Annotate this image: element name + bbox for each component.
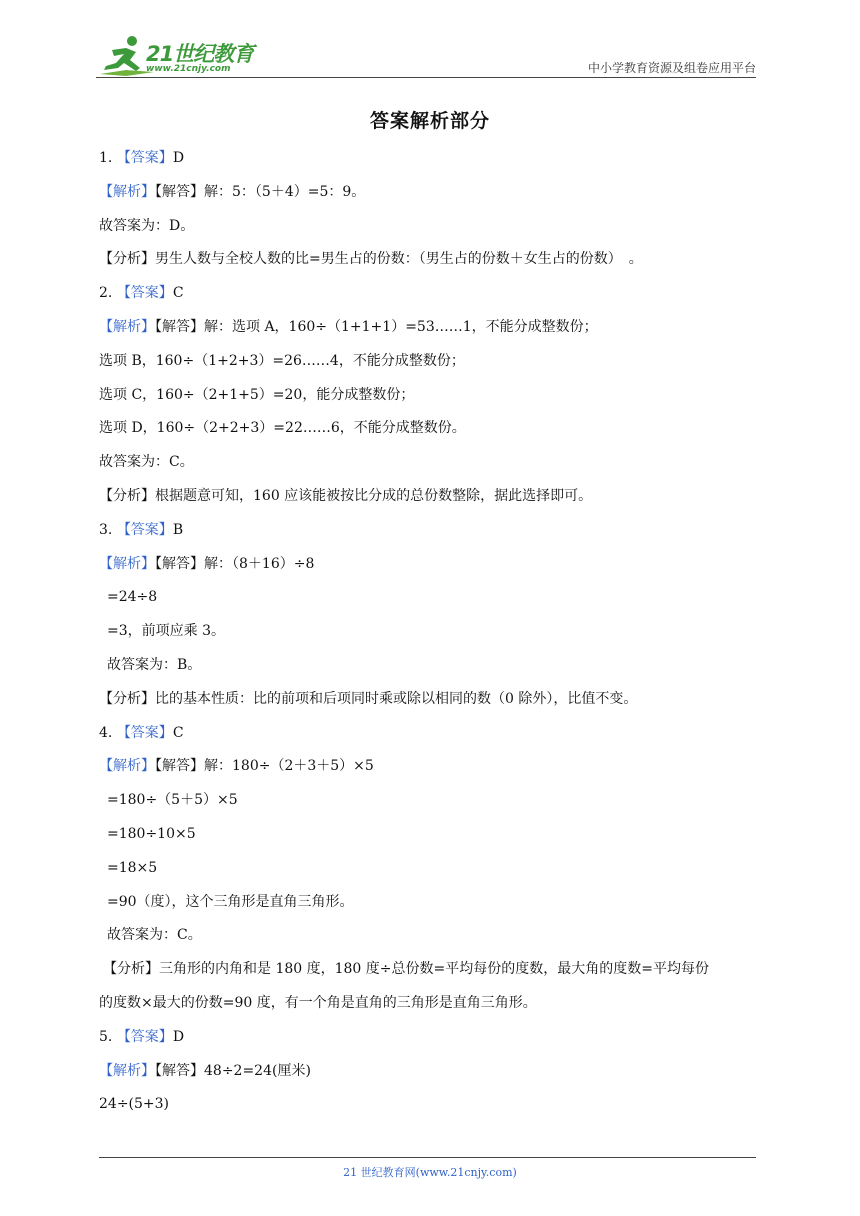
line-text: =180÷10×5 <box>107 825 196 842</box>
line-text: 的度数×最大的份数=90 度，有一个角是直角的三角形是直角三角形。 <box>99 994 537 1011</box>
answer-header-3 <box>99 520 759 554</box>
answer-value: D <box>172 150 185 166</box>
line-text: 故答案为：B。 <box>107 656 202 673</box>
line-text: 故答案为：C。 <box>107 927 202 944</box>
explanation-line <box>99 858 759 892</box>
analysis-tag: 【解析】 <box>99 183 155 200</box>
answer-header-2 <box>99 283 759 317</box>
logo-brand-text: 21世纪教育 <box>146 42 254 66</box>
answer-tag: 【答案】 <box>116 285 173 302</box>
line-text: 故答案为：D。 <box>99 217 195 234</box>
answer-tag: 【答案】 <box>116 724 173 741</box>
explanation-line <box>99 1094 759 1128</box>
analysis-tag: 【解析】 <box>99 555 155 572</box>
logo-url-text: www.21cnjy.com <box>146 64 231 74</box>
explanation-line <box>99 925 759 959</box>
answer-tag: 【答案】 <box>116 1028 173 1045</box>
analysis-tag: 【解析】 <box>99 758 155 775</box>
header-platform-text: 中小学教育资源及组卷应用平台 <box>587 61 756 75</box>
line-text: 【解答】解：5：（5＋4）=5：9。 <box>155 183 366 200</box>
explanation-line <box>99 351 759 385</box>
explanation-line <box>99 892 759 926</box>
explanation-line <box>99 587 759 621</box>
line-text: 选项 B，160÷（1+2+3）=26……4，不能分成整数份； <box>99 352 465 369</box>
explanation-line <box>99 249 759 283</box>
answer-value: B <box>172 521 184 538</box>
explanation-line <box>99 993 759 1027</box>
explanation-line <box>99 182 759 216</box>
answer-tag: 【答案】 <box>116 521 173 538</box>
line-text: 【分析】根据题意可知，160 应该能被按比分成的总份数整除，据此选择即可。 <box>99 487 593 504</box>
question-number: 1. <box>99 150 113 166</box>
line-text: 【解答】解：选项 A，160÷（1+1+1）=53……1，不能分成整数份； <box>155 318 598 335</box>
line-text: =3，前项应乘 3。 <box>107 623 225 640</box>
answer-tag: 【答案】 <box>116 150 173 166</box>
explanation-line <box>99 824 759 858</box>
line-text: =180÷（5＋5）×5 <box>107 792 238 809</box>
answer-header-4 <box>99 723 759 757</box>
footer-divider <box>99 1157 756 1158</box>
explanation-line <box>99 655 759 689</box>
answer-value: C <box>172 285 184 302</box>
explanation-line <box>99 452 759 486</box>
explanation-line <box>99 1061 759 1095</box>
line-text: 【分析】三角形的内角和是 180 度，180 度÷总份数=平均每份的度数，最大角的度数=平均每份 <box>103 961 709 978</box>
line-text: 选项 C，160÷（2+1+5）=20，能分成整数份； <box>99 386 415 403</box>
explanation-line <box>99 756 759 790</box>
line-text: 24÷(5+3) <box>99 1096 170 1113</box>
line-text: 选项 D，160÷（2+2+3）=22……6，不能分成整数份。 <box>99 420 466 437</box>
explanation-line <box>99 689 759 723</box>
page-footer: 21 世纪教育网(www.21cnjy.com) <box>343 1166 517 1179</box>
line-text: 【解答】48÷2=24(厘米) <box>155 1062 311 1079</box>
answer-list <box>99 148 759 1128</box>
explanation-line <box>99 621 759 655</box>
line-text: =18×5 <box>107 859 158 876</box>
answer-header-1 <box>99 148 759 182</box>
answer-value: C <box>172 724 184 741</box>
explanation-line <box>99 790 759 824</box>
line-text: 【解答】解：（8＋16）÷8 <box>155 555 315 572</box>
explanation-line <box>99 418 759 452</box>
page-title: 答案解析部分 <box>369 110 490 132</box>
question-number: 4. <box>99 724 113 741</box>
site-logo <box>96 30 276 80</box>
analysis-tag: 【解析】 <box>99 1062 155 1079</box>
line-text: 【分析】男生人数与全校人数的比=男生占的份数：（男生占的份数＋女生占的份数） 。 <box>99 251 643 268</box>
question-number: 2. <box>99 285 113 302</box>
header-divider <box>96 77 756 78</box>
explanation-line <box>99 959 759 993</box>
explanation-line <box>99 554 759 588</box>
answer-value: D <box>172 1028 185 1045</box>
explanation-line <box>99 216 759 250</box>
line-text: =24÷8 <box>107 589 158 606</box>
page-header <box>96 30 756 80</box>
explanation-line <box>99 385 759 419</box>
question-number: 3. <box>99 521 113 538</box>
line-text: 故答案为：C。 <box>99 454 194 471</box>
analysis-tag: 【解析】 <box>99 318 155 335</box>
answer-header-5 <box>99 1027 759 1061</box>
explanation-line <box>99 317 759 351</box>
line-text: 【分析】比的基本性质：比的前项和后项同时乘或除以相同的数（0 除外），比值不变。 <box>99 690 638 707</box>
line-text: =90（度），这个三角形是直角三角形。 <box>107 893 354 910</box>
explanation-line <box>99 486 759 520</box>
question-number: 5. <box>99 1028 113 1045</box>
line-text: 【解答】解：180÷（2＋3＋5）×5 <box>155 758 374 775</box>
